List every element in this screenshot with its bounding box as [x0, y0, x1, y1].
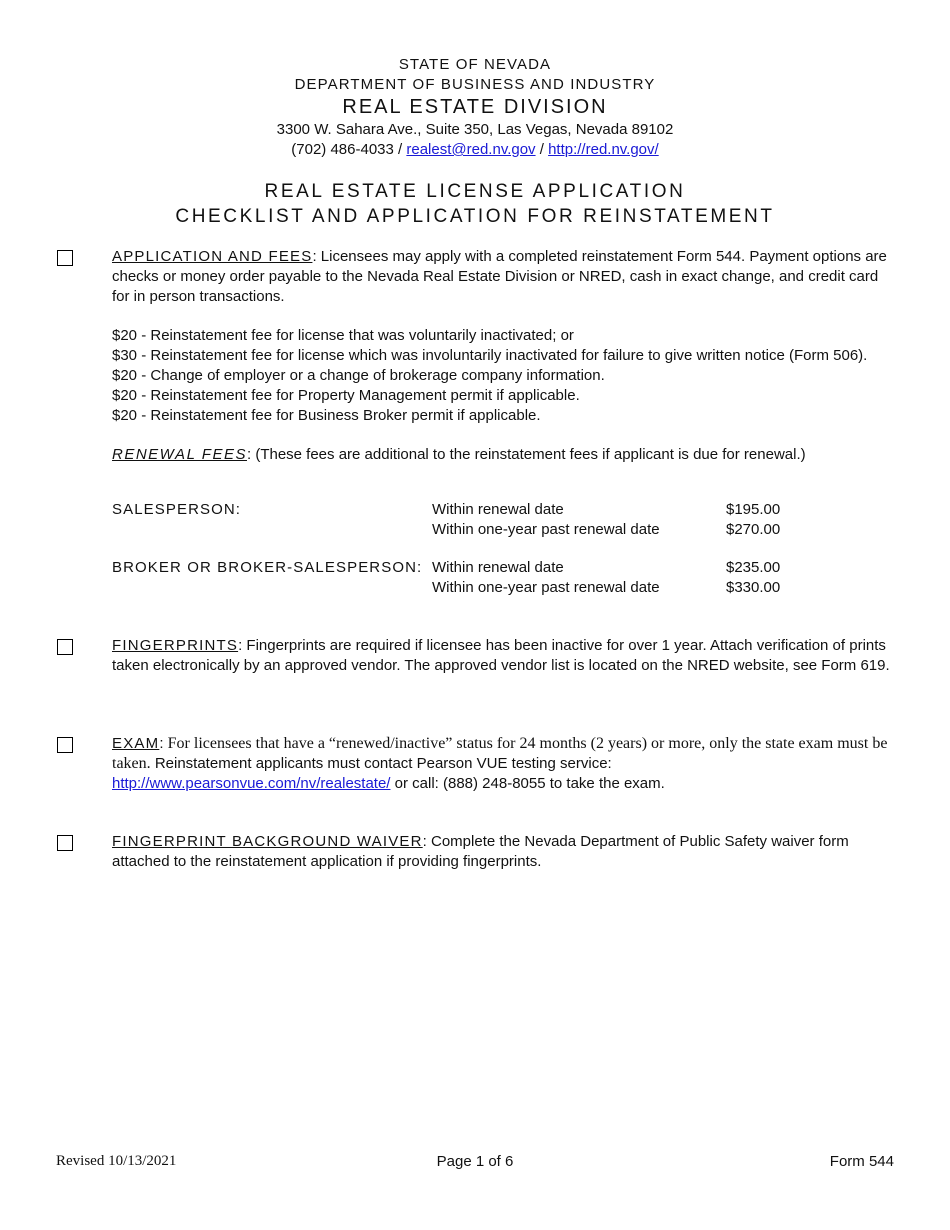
fee-item: $20 - Reinstatement fee for Property Management permit if applicable.	[112, 387, 580, 404]
section-text: : Licensees may apply with a completed reinstatement Form 544. Payment options are checks or money order payable to the Nevada Real Estate Division or NRED, cash in exact change, and credit card for in person transactions.	[112, 248, 887, 305]
separator: /	[393, 141, 407, 158]
phone-number: (702) 486-4033	[291, 141, 394, 158]
salesperson-fee-row	[112, 500, 812, 540]
background-waiver-checkbox[interactable]	[57, 835, 73, 851]
division-name: REAL ESTATE DIVISION	[342, 96, 608, 118]
fee-list	[112, 326, 897, 426]
pearson-vue-link[interactable]: http://www.pearsonvue.com/nv/realestate/	[112, 775, 391, 792]
form-number: Form 544	[829, 1153, 894, 1170]
fee-item: $20 - Reinstatement fee for Business Broker permit if applicable.	[112, 407, 541, 424]
fee-description: Within renewal date	[432, 501, 564, 518]
fee-description: Within one-year past renewal date	[432, 521, 660, 538]
exam-checkbox[interactable]	[57, 737, 73, 753]
fingerprints-checkbox[interactable]	[57, 639, 73, 655]
section-label: FINGERPRINTS	[112, 637, 239, 654]
application-fees-section	[112, 247, 897, 465]
fee-amount: $270.00	[726, 521, 781, 538]
fingerprints-section	[112, 636, 897, 676]
broker-fee-row	[112, 558, 812, 598]
fee-description: Within renewal date	[432, 559, 564, 576]
title-line-1: REAL ESTATE LICENSE APPLICATION	[264, 181, 686, 202]
application-fees-checkbox[interactable]	[57, 250, 73, 266]
section-text: : Complete the Nevada Department of Public Safety waiver form attached to the reinstatement application if providing fingerprints.	[112, 833, 849, 870]
renewal-fees-label: RENEWAL FEES	[112, 446, 247, 463]
fee-amount: $235.00	[726, 559, 781, 576]
section-text: :	[159, 735, 168, 752]
section-label: APPLICATION AND FEES	[112, 248, 313, 265]
background-waiver-section	[112, 832, 897, 872]
section-text-serif: For licensees that have a “renewed/inactive” status for 24 months (2 years) or more, only the state exam must be taken.	[112, 735, 888, 772]
separator: /	[535, 141, 549, 158]
section-label: EXAM	[112, 735, 160, 752]
fee-item: $20 - Change of employer or a change of brokerage company information.	[112, 367, 605, 384]
page-number: Page 1 of 6	[436, 1153, 514, 1170]
section-text: or call: (888) 248-8055 to take the exam.	[390, 775, 665, 792]
form-title	[0, 179, 950, 229]
fee-amount: $330.00	[726, 579, 781, 596]
broker-label: BROKER OR BROKER-SALESPERSON:	[112, 559, 423, 576]
revision-date: Revised 10/13/2021	[56, 1153, 177, 1169]
renewal-fees-text: : (These fees are additional to the reinstatement fees if applicant is due for renewal.)	[246, 446, 806, 463]
fee-item: $20 - Reinstatement fee for license that was voluntarily inactivated; or	[112, 327, 574, 344]
department-name: DEPARTMENT OF BUSINESS AND INDUSTRY	[294, 76, 656, 93]
agency-address: 3300 W. Sahara Ave., Suite 350, Las Vegas, Nevada 89102	[276, 121, 674, 138]
renewal-fees-note	[112, 445, 897, 465]
fee-item: $30 - Reinstatement fee for license which was involuntarily inactivated for failure to give written notice (Form 506).	[112, 347, 868, 364]
fee-amount: $195.00	[726, 501, 781, 518]
email-link[interactable]: realest@red.nv.gov	[406, 141, 536, 158]
agency-header	[0, 55, 950, 160]
fee-description: Within one-year past renewal date	[432, 579, 660, 596]
contact-line	[0, 140, 950, 160]
section-text: Reinstatement applicants must contact Pearson VUE testing service:	[150, 755, 612, 772]
exam-section	[112, 734, 897, 794]
section-text: : Fingerprints are required if licensee has been inactive for over 1 year. Attach verification of prints taken electronically by an approved vendor. The approved vendor list is located on the NRED website, see Form 619.	[112, 637, 890, 674]
state-name: STATE OF NEVADA	[398, 56, 552, 73]
application-fees-paragraph	[112, 247, 897, 307]
section-label: FINGERPRINT BACKGROUND WAIVER	[112, 833, 423, 850]
salesperson-label: SALESPERSON:	[112, 501, 242, 518]
title-line-2: CHECKLIST AND APPLICATION FOR REINSTATEMENT	[175, 206, 775, 227]
website-link[interactable]: http://red.nv.gov/	[548, 141, 659, 158]
